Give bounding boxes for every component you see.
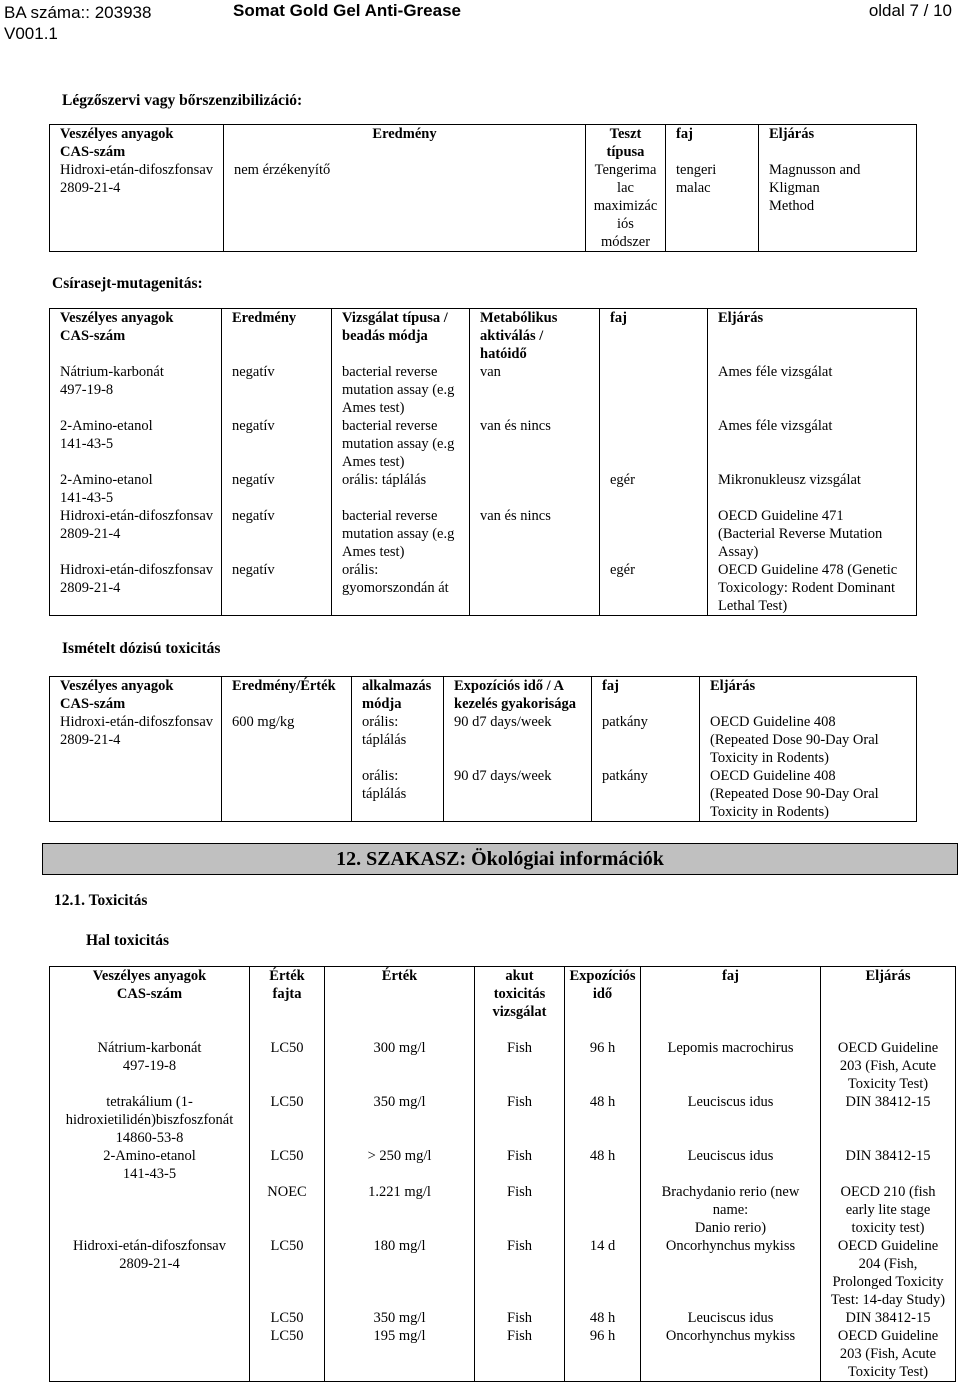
table-cell: OECD Guideline 478 (Genetic Toxicology: Rodent Dominant Lethal Test) [718, 562, 898, 614]
table-cell: Hidroxi-etán-difoszfonsav 2809-21-4 [50, 713, 222, 767]
table-cell: bacterial reverse mutation assay (e.g Ames test) [332, 417, 470, 471]
table-cell: 90 d7 days/week [444, 713, 592, 767]
table-cell [600, 363, 708, 417]
table-cell: Hidroxi-etán-difoszfonsav 2809-21-4 [50, 507, 222, 561]
table-cell: van és nincs [470, 507, 600, 561]
table-header-row [50, 125, 917, 162]
table-cell: OECD Guideline 203 (Fish, Acute Toxicity Test) [837, 1040, 939, 1092]
header-cell: faj [641, 967, 821, 1022]
header-cell: Eredmény [224, 125, 586, 162]
repeated-dose-table [49, 676, 917, 822]
table-cell: Fish Fish [475, 1309, 565, 1382]
table-cell: tengeri malac [666, 161, 759, 252]
table-cell: Hidroxi-etán-difoszfonsav 2809-21-4 [50, 1237, 250, 1309]
table-row [50, 713, 917, 767]
table-cell: OECD Guideline 408 (Repeated Dose 90-Day Oral Toxicity in Rodents) [710, 714, 879, 766]
table-cell: 2-Amino-etanol 141-43-5 [50, 471, 222, 507]
header-cell: faj [600, 309, 708, 364]
header-cell: Metabólikus aktiválás / hatóidő [470, 309, 600, 364]
table-cell: Nátrium-karbonát 497-19-8 [50, 1021, 250, 1093]
table-cell: 350 mg/l 195 mg/l [325, 1309, 475, 1382]
table-cell: LC50 [250, 1093, 325, 1147]
table-cell: 350 mg/l [325, 1093, 475, 1147]
header-cell: Eljárás [718, 310, 764, 326]
table-cell [565, 1183, 641, 1237]
header-cell: Eredmény/Érték [222, 677, 352, 714]
header-cell: Expozíciós idő / A kezelés gyakorisága [444, 677, 592, 714]
header-cell: Eredmény [222, 309, 332, 364]
header-cell: Veszélyes anyagok CAS-szám [50, 967, 250, 1022]
table-cell: Nátrium-karbonát 497-19-8 [50, 363, 222, 417]
table-cell: Lepomis macrochirus [641, 1021, 821, 1093]
table-cell [470, 471, 600, 507]
table-cell: Tengerima lac maximizác iós módszer [586, 161, 666, 252]
table-cell: Oncorhynchus mykiss [641, 1237, 821, 1309]
table-cell: Leuciscus idus [641, 1093, 821, 1147]
table-cell [222, 767, 352, 822]
table-row [50, 1183, 956, 1237]
product-name: Somat Gold Gel Anti-Grease [233, 1, 461, 20]
table-cell: DIN 38412-15 [845, 1148, 931, 1164]
table-cell: van [470, 363, 600, 417]
table-cell: DIN 38412-15 OECD Guideline 203 (Fish, Acute Toxicity Test) [837, 1310, 939, 1380]
header-cell: Eljárás [769, 126, 815, 142]
table-cell: Fish [475, 1237, 565, 1309]
table-cell: Leuciscus idus [641, 1147, 821, 1183]
table-row [50, 507, 917, 561]
table-cell: egér [600, 561, 708, 616]
table-cell: negatív [222, 507, 332, 561]
header-cell: Eljárás [710, 678, 756, 694]
table-row [50, 417, 917, 471]
table-row [50, 471, 917, 507]
table-cell [50, 1309, 250, 1382]
header-cell: Veszélyes anyagok CAS-szám [50, 309, 222, 364]
table-cell: 90 d7 days/week [444, 767, 592, 822]
table-cell: Fish [475, 1093, 565, 1147]
table-row [50, 1093, 956, 1147]
table-header-row [50, 967, 956, 1022]
table-header-row [50, 677, 917, 714]
header-cell: faj [666, 125, 759, 162]
table-cell: tetrakálium (1- hidroxietilidén)biszfoszfonát 14860-53-8 [50, 1093, 250, 1147]
table-cell: LC50 [250, 1021, 325, 1093]
table-cell: orális: táplálás [332, 471, 470, 507]
toxicity-subtitle: 12.1. Toxicitás [54, 892, 148, 909]
table-cell: negatív [222, 417, 332, 471]
table-cell [50, 767, 222, 822]
table-cell: OECD 210 (fish early lite stage toxicity test) [840, 1184, 936, 1236]
table-cell: Fish [475, 1021, 565, 1093]
table-cell: 300 mg/l [325, 1021, 475, 1093]
page-number: oldal 7 / 10 [868, 1, 952, 20]
header-cell: Veszélyes anyagok CAS-szám [50, 125, 224, 162]
table-cell: NOEC [250, 1183, 325, 1237]
table-cell: 600 mg/kg [222, 713, 352, 767]
table-cell: Hidroxi-etán-difoszfonsav 2809-21-4 [50, 561, 222, 616]
table-cell: Brachydanio rerio (new name: Danio rerio) [641, 1183, 821, 1237]
page-header [0, 0, 960, 44]
table-row [50, 1147, 956, 1183]
table-cell: nem érzékenyítő [224, 161, 586, 252]
table-cell: negatív [222, 561, 332, 616]
table-cell: 96 h [565, 1021, 641, 1093]
table-cell: > 250 mg/l [325, 1147, 475, 1183]
table-cell: patkány [592, 713, 700, 767]
fish-toxicity-title: Hal toxicitás [86, 932, 170, 949]
table-cell: orális: táplálás [352, 713, 444, 767]
table-cell: LC50 LC50 [250, 1309, 325, 1382]
table-cell: Fish [475, 1147, 565, 1183]
table-row [50, 767, 917, 822]
table-cell: 14 d [565, 1237, 641, 1309]
respiratory-table [49, 124, 917, 252]
repeated-title: Ismételt dózisú toxicitás [62, 640, 221, 657]
table-header-row [50, 309, 917, 364]
header-cell: Veszélyes anyagok CAS-szám [50, 677, 222, 714]
mutagenicity-table [49, 308, 917, 616]
table-cell [470, 561, 600, 616]
table-cell: 1.221 mg/l [325, 1183, 475, 1237]
header-cell: Eljárás [865, 968, 911, 984]
table-cell: Magnusson and Kligman Method [769, 162, 861, 214]
table-cell: LC50 [250, 1147, 325, 1183]
table-cell: 48 h [565, 1093, 641, 1147]
table-row [50, 561, 917, 616]
table-cell: bacterial reverse mutation assay (e.g Ames test) [332, 507, 470, 561]
document-id [4, 2, 151, 44]
table-row [50, 161, 917, 252]
table-cell [50, 1183, 250, 1237]
table-row [50, 1237, 956, 1309]
ba-number: BA száma:: 203938 [4, 3, 152, 22]
mutagenicity-title: Csírasejt-mutagenitás: [52, 275, 203, 292]
table-row [50, 1021, 956, 1093]
table-cell: patkány [592, 767, 700, 822]
table-cell: Leuciscus idus Oncorhynchus mykiss [641, 1309, 821, 1382]
fish-toxicity-table [49, 966, 956, 1382]
table-row [50, 1309, 956, 1382]
header-cell: Érték [325, 967, 475, 1022]
header-cell: akut toxicitás vizsgálat [475, 967, 565, 1022]
header-cell: Expozíciós idő [565, 967, 641, 1022]
table-cell [600, 417, 708, 471]
table-cell: negatív [222, 471, 332, 507]
table-cell: 2-Amino-etanol 141-43-5 [50, 1147, 250, 1183]
table-cell: bacterial reverse mutation assay (e.g Ames test) [332, 363, 470, 417]
version: V001.1 [4, 24, 58, 43]
header-cell: alkalmazás módja [352, 677, 444, 714]
header-cell: faj [592, 677, 700, 714]
respiratory-title: Légzőszervi vagy bőrszenzibilizáció: [62, 92, 303, 109]
table-cell: orális: gyomorszondán át [332, 561, 470, 616]
header-cell: Teszt típusa [586, 125, 666, 162]
table-cell: 48 h [565, 1147, 641, 1183]
table-cell: OECD Guideline 471 (Bacterial Reverse Mutation Assay) [718, 508, 883, 560]
table-cell: Ames féle vizsgálat [718, 364, 833, 380]
header-cell: Vizsgálat típusa / beadás módja [332, 309, 470, 364]
table-cell: OECD Guideline 204 (Fish, Prolonged Toxicity Test: 14-day Study) [830, 1238, 946, 1308]
table-cell: Fish [475, 1183, 565, 1237]
table-row [50, 363, 917, 417]
table-cell: negatív [222, 363, 332, 417]
section-12-banner: 12. SZAKASZ: Ökológiai információk [42, 843, 958, 875]
table-cell: 48 h 96 h [565, 1309, 641, 1382]
table-cell [600, 507, 708, 561]
table-cell: LC50 [250, 1237, 325, 1309]
table-cell: 180 mg/l [325, 1237, 475, 1309]
table-cell: orális: táplálás [352, 767, 444, 822]
table-cell: OECD Guideline 408 (Repeated Dose 90-Day Oral Toxicity in Rodents) [710, 768, 879, 820]
table-cell: Mikronukleusz vizsgálat [718, 472, 861, 488]
table-cell: DIN 38412-15 [845, 1094, 931, 1110]
table-cell: Ames féle vizsgálat [718, 418, 833, 434]
table-cell: Hidroxi-etán-difoszfonsav 2809-21-4 [50, 161, 224, 252]
table-cell: van és nincs [470, 417, 600, 471]
table-cell: 2-Amino-etanol 141-43-5 [50, 417, 222, 471]
table-cell: egér [600, 471, 708, 507]
header-cell: Érték fajta [250, 967, 325, 1022]
